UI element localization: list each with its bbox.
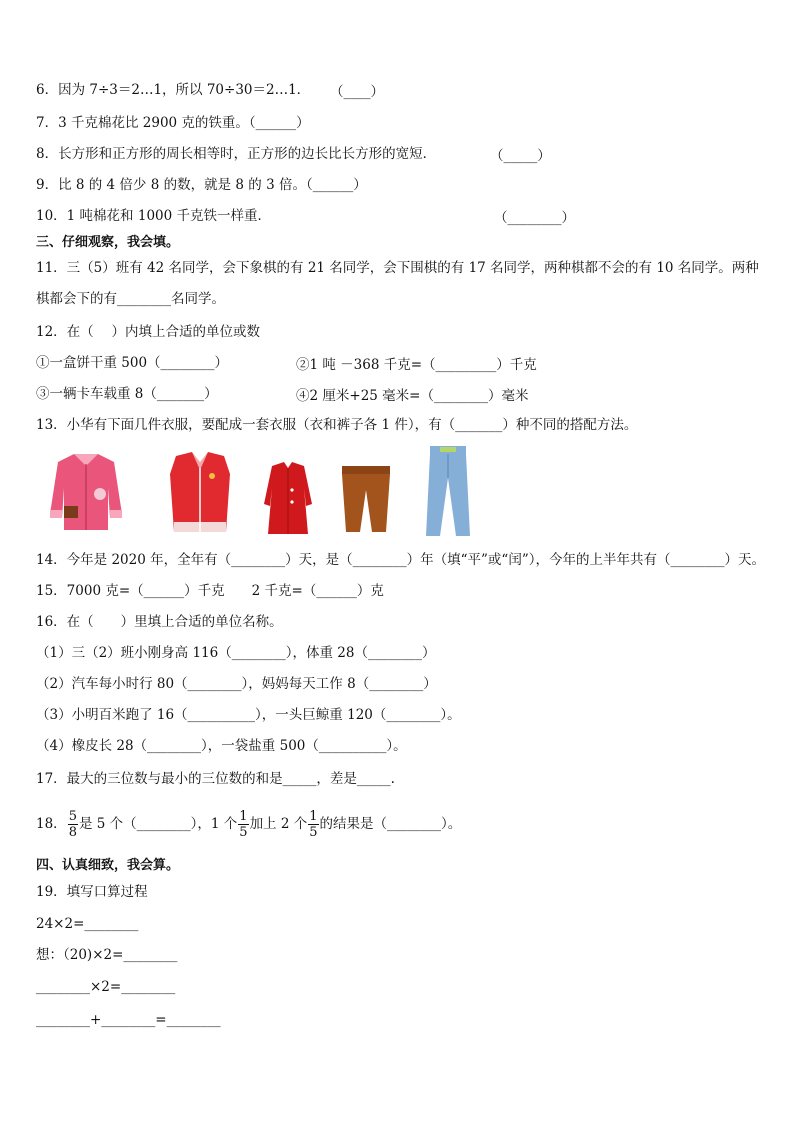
section-3-heading: 三、仔细观察，我会填。: [36, 235, 180, 250]
q18-suffix: 的结果是（________）。: [319, 816, 462, 832]
fraction-numerator: 5: [68, 809, 77, 824]
pink-jacket-image: [50, 454, 122, 530]
red-vest-image: [170, 452, 230, 532]
q16-line2: （2）汽车每小时行 80（________），妈妈每天工作 8（________）: [36, 676, 437, 692]
q8-text: 8．长方形和正方形的周长相等时，正方形的边长比长方形的宽短．: [36, 146, 437, 162]
q6-answer: （____）: [330, 84, 384, 100]
q12-b: ②1 吨 －368 千克=（_________）千克: [296, 357, 537, 373]
q18-mid2: 加上 2 个: [249, 816, 308, 832]
q18-text: [36, 806, 461, 842]
q16-stem: 16．在（ ）里填上合适的单位名称。: [36, 614, 283, 630]
q9-text: 9．比 8 的 4 倍少 8 的数，就是 8 的 3 倍。（______）: [36, 177, 367, 193]
fraction-numerator: 1: [239, 809, 248, 824]
q17-text: 17．最大的三位数与最小的三位数的和是_____，差是_____.: [36, 771, 395, 787]
section-4-heading: 四、认真细致，我会算。: [36, 858, 180, 873]
q19-line4: ________+________=________: [36, 1012, 221, 1028]
q11-line1: 11．三（5）班有 42 名同学，会下象棋的有 21 名同学，会下围棋的有 17 名同学，两种棋都不会的有 10 名同学。两种: [36, 260, 759, 276]
q19-line1: 24×2=________: [36, 916, 139, 932]
fraction-denominator: 5: [309, 825, 318, 840]
fraction-one-fifth: [308, 809, 318, 840]
q11-line2: 棋都会下的有________名同学。: [36, 291, 225, 307]
brown-pants-image: [342, 466, 390, 532]
q13-text: 13．小华有下面几件衣服，要配成一套衣服（衣和裤子各 1 件），有（_______）种不同的搭配方法。: [36, 417, 638, 433]
q6-text: 6．因为 7÷3＝2…1，所以 70÷30＝2…1．: [36, 82, 311, 98]
q18-prefix: 18．: [36, 816, 67, 832]
q19-line2: 想：（20)×2=________: [36, 947, 178, 963]
fraction-denominator: 8: [68, 825, 77, 840]
q15-text: 15．7000 克=（______）千克 2 千克=（______）克: [36, 583, 384, 599]
q12-a: ①一盒饼干重 500（________）: [36, 355, 229, 371]
q7-text: 7．3 千克棉花比 2900 克的铁重。（______）: [36, 115, 310, 131]
q10-answer: （________）: [494, 210, 575, 226]
clothes-pictures: [36, 444, 496, 540]
q19-stem: 19．填写口算过程: [36, 884, 148, 900]
fraction-five-eighths: [68, 809, 78, 840]
q14-text: 14．今年是 2020 年，全年有（________）天，是（________）年（填“平”或“闰”），今年的上半年共有（________）天。: [36, 552, 765, 568]
q16-line3: （3）小明百米跑了 16（__________），一头巨鲸重 120（________）。: [36, 707, 461, 723]
red-coat-image: [264, 462, 312, 534]
q8-answer: （_____）: [490, 148, 551, 164]
q10-text: 10．1 吨棉花和 1000 千克铁一样重．: [36, 208, 271, 224]
q12-stem: 12．在（ ）内填上合适的单位或数: [36, 324, 260, 340]
q12-d: ④2 厘米+25 毫米=（________）毫米: [296, 388, 529, 404]
q19-line3: ________×2=________: [36, 979, 176, 995]
q18-mid1: 是 5 个（________），1 个: [78, 816, 238, 832]
q16-line1: （1）三（2）班小刚身高 116（________），体重 28（________）: [36, 645, 436, 661]
fraction-numerator: 1: [309, 809, 318, 824]
blue-jeans-image: [426, 446, 470, 536]
q16-line4: （4）橡皮长 28（________），一袋盐重 500（__________）。: [36, 738, 407, 754]
fraction-denominator: 5: [239, 825, 248, 840]
q12-c: ③一辆卡车载重 8（_______）: [36, 386, 218, 402]
fraction-one-fifth: [238, 809, 248, 840]
